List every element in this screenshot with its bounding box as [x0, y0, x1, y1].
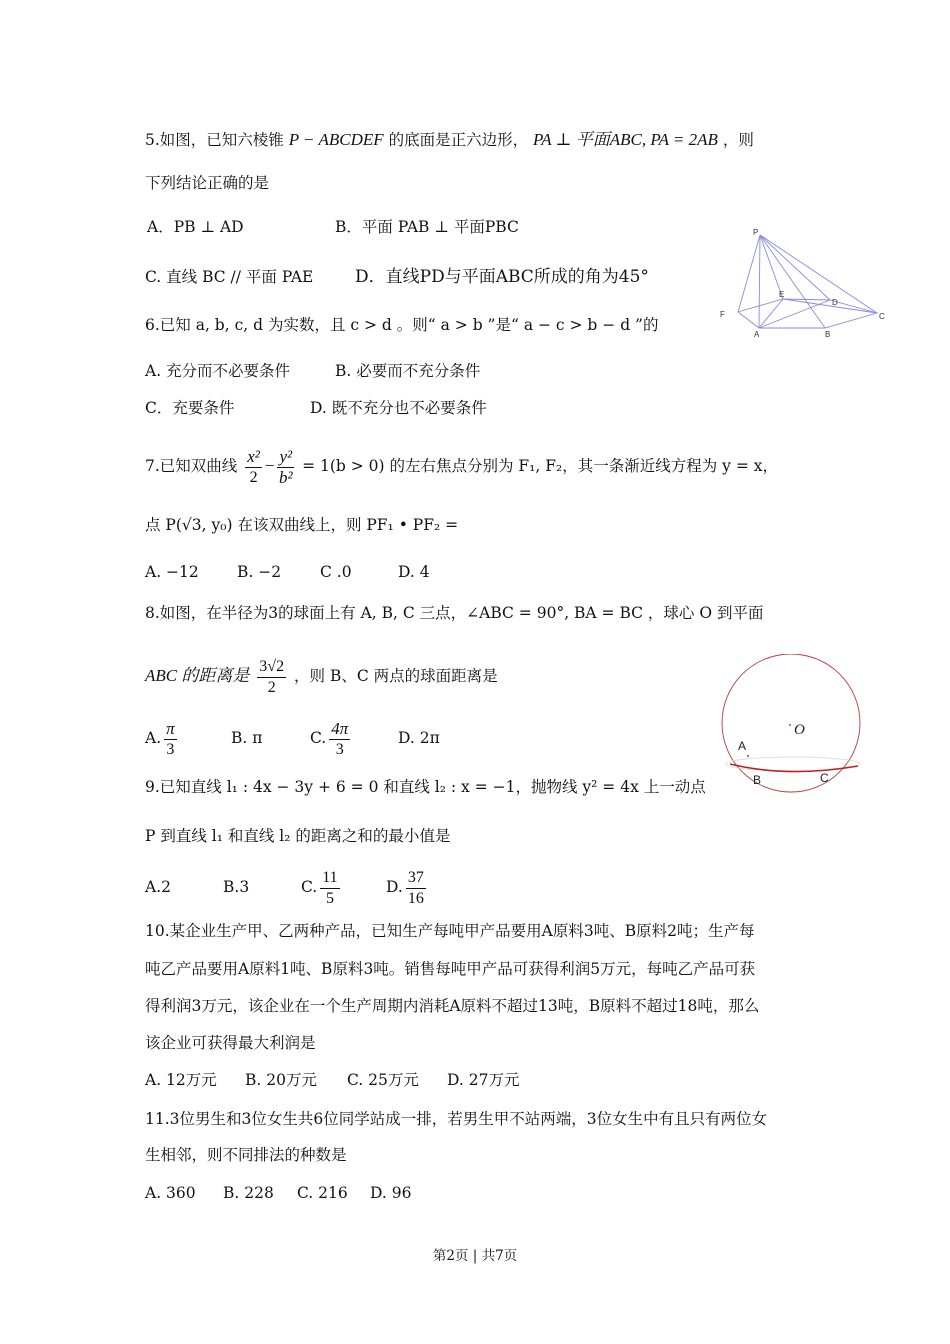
q9-stem-line1: 9.已知直线 l₁ : 4x − 3y + 6 = 0 和直线 l₂ : x = −1，抛物线 y² = 4x 上一动点 — [145, 778, 706, 796]
q11-stem-line2: 生相邻，则不同排法的种数是 — [145, 1146, 347, 1164]
q9-option-d-den: 16 — [407, 889, 424, 907]
q5-condition: PA ⊥ 平面ABC, PA = 2AB — [533, 130, 718, 149]
q5-fig-label-c: C — [879, 312, 885, 321]
q5-stem-line1 — [145, 128, 754, 152]
q8-stem-text: ，则 B、C 两点的球面距离是 — [294, 667, 498, 685]
q11-option-d: D. 96 — [370, 1184, 412, 1202]
q5-hexagonal-pyramid-figure — [715, 225, 895, 345]
q5-option-b: B．平面 PAB ⊥ 平面PBC — [335, 218, 519, 236]
q5-stem-text: ，则 — [722, 131, 754, 149]
q11-stem-line1: 11.3位男生和3位女生共6位同学站成一排，若男生甲不站两端，3位女生中有且只有两位女 — [145, 1110, 768, 1128]
q9-option-a: A.2 — [145, 878, 171, 896]
q11-option-a: A. 360 — [145, 1184, 196, 1202]
q5-fig-label-p: P — [753, 228, 759, 237]
q7-fraction-x — [245, 447, 262, 488]
q8-fig-label-a: A — [738, 739, 747, 753]
q10-option-a: A. 12万元 — [145, 1071, 217, 1089]
q5-pyramid: P − ABCDEF — [288, 130, 384, 149]
q8-fig-label-o: O — [794, 722, 805, 738]
q5-fig-label-a: A — [754, 330, 760, 339]
q8-option-a-label: A. — [145, 729, 162, 747]
page-footer: 第2页 | 共7页 — [432, 1248, 518, 1264]
q8-option-a-num: π — [166, 718, 175, 738]
q5-stem-text: 5.如图，已知六棱锥 — [145, 131, 284, 149]
q9-option-b: B.3 — [223, 878, 250, 896]
q8-sphere-figure — [718, 654, 868, 796]
q8-option-d: D. 2π — [398, 729, 440, 747]
q11-option-b: B. 228 — [223, 1184, 274, 1202]
q6-option-c: C．充要条件 — [145, 399, 235, 417]
q10-option-b: B. 20万元 — [245, 1071, 317, 1089]
q7-option-b: B. −2 — [237, 563, 282, 581]
q6-option-d: D. 既不充分也不必要条件 — [310, 399, 487, 417]
q8-distance-fraction — [257, 657, 286, 698]
q5-stem-text: 的底面是正六边形， — [388, 131, 529, 149]
q7-stem-line1: 7.已知双曲线 $\frac{\text{x²}}{2}$ − $\frac{\text{y²}}{\text{b²}}$ = 1(b > 0) 的左右焦点分别为 F₁, F₂，其一条渐近线方程为 y = x， — [145, 446, 778, 487]
q10-stem-line1: 10.某企业生产甲、乙两种产品，已知生产每吨甲产品要用A原料3吨、B原料2吨；生产每 — [145, 922, 755, 940]
q7-stem-text: 7.已知双曲线 — [145, 457, 238, 475]
q5-fig-label-d: D — [832, 298, 838, 307]
q7-frac-y-den: b² — [279, 467, 293, 487]
q8-option-b: B. π — [231, 729, 263, 747]
q7-frac-x-num: x² — [247, 446, 260, 466]
q5-fig-label-f: F — [720, 310, 725, 319]
q7-stem-text: = 1(b > 0) 的左右焦点分别为 F₁, F₂，其一条渐近线方程为 y = x， — [302, 457, 778, 475]
q8-option-c — [310, 716, 353, 760]
q10-option-d: D. 27万元 — [447, 1071, 520, 1089]
q6-option-a: A. 充分而不必要条件 — [145, 362, 291, 380]
q9-option-c — [301, 865, 343, 909]
q7-option-c: C .0 — [320, 563, 352, 581]
q8-stem-line2 — [145, 654, 498, 698]
q6-option-b: B. 必要而不充分条件 — [335, 362, 481, 380]
q10-stem-line2: 吨乙产品要用A原料1吨、B原料3吨。销售每吨甲产品可获得利润5万元，每吨乙产品可获 — [145, 960, 756, 978]
q8-fig-label-b: B — [753, 773, 762, 787]
q5-fig-label-e: E — [779, 290, 785, 299]
q9-option-c-den: 5 — [325, 889, 334, 907]
q7-frac-x-den: 2 — [249, 468, 258, 486]
q7-option-a: A. −12 — [145, 563, 199, 581]
q9-stem-line2: P 到直线 l₁ 和直线 l₂ 的距离之和的最小值是 — [145, 827, 451, 845]
q8-distance-num: 3√2 — [257, 657, 286, 678]
q10-option-c: C. 25万元 — [347, 1071, 419, 1089]
q8-stem-text: ABC 的距离是 — [145, 666, 250, 685]
q5-stem-line2: 下列结论正确的是 — [145, 174, 270, 192]
q8-stem-line1: 8.如图，在半径为3的球面上有 A, B, C 三点，∠ABC = 90°, BA = BC ，球心 O 到平面 — [145, 604, 764, 622]
q9-option-d-label: D. — [386, 878, 403, 896]
q9-option-d-num: 37 — [406, 868, 426, 889]
q8-distance-den: 2 — [267, 678, 276, 696]
q8-option-a-den: 3 — [166, 740, 175, 758]
q7-stem-line2: 点 P(√3, y₀) 在该双曲线上，则 PF₁ • PF₂ = — [145, 516, 459, 534]
q6-stem: 6.已知 a, b, c, d 为实数，且 c > d 。则“ a > b ”是“ a − c > b − d ”的 — [145, 316, 659, 334]
q9-option-c-num: 11 — [320, 868, 339, 889]
q5-fig-label-b: B — [825, 330, 831, 339]
q10-stem-line3: 得利润3万元，该企业在一个生产周期内消耗A原料不超过13吨，B原料不超过18吨，那么 — [145, 997, 760, 1015]
q8-option-c-num: 4π — [331, 718, 349, 738]
q9-option-c-label: C. — [301, 878, 318, 896]
q7-fraction-y — [277, 447, 294, 488]
q5-option-d: D．直线PD与平面ABC所成的角为45° — [355, 267, 649, 287]
q5-option-a: A．PB ⊥ AD — [147, 218, 244, 236]
q11-option-c: C. 216 — [297, 1184, 348, 1202]
q10-stem-line4: 该企业可获得最大利润是 — [145, 1034, 316, 1052]
q5-option-c: C. 直线 BC // 平面 PAE — [145, 268, 314, 286]
q7-frac-y-num: y² — [279, 446, 293, 466]
q8-option-c-label: C. — [310, 729, 327, 747]
q8-option-a — [145, 716, 180, 760]
q8-fig-label-c: C — [820, 771, 829, 785]
q8-option-c-den: 3 — [335, 740, 344, 758]
q7-option-d: D. 4 — [398, 563, 430, 581]
q9-option-d — [386, 865, 429, 909]
